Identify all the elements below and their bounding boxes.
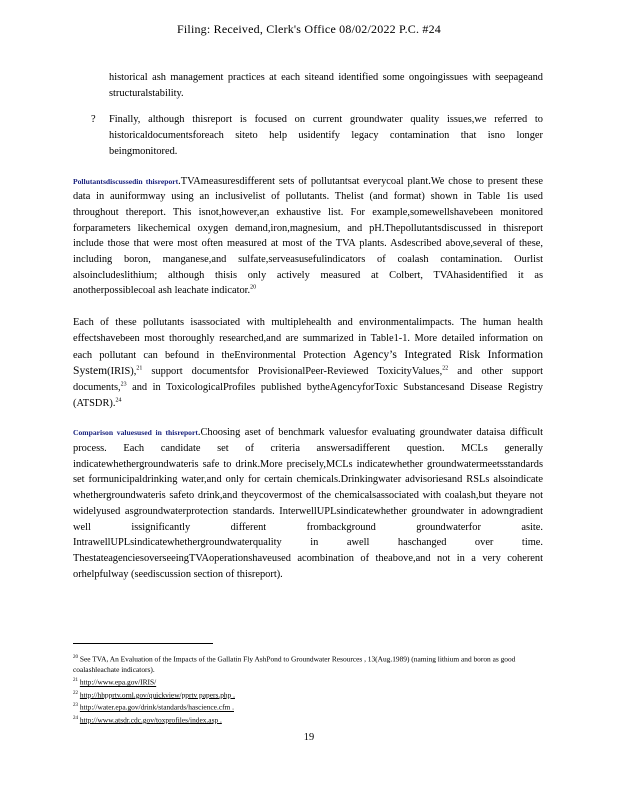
footnote-23 [73, 700, 543, 712]
paragraph-health-text-d: support documentsfor ProvisionalPeer-Reviewed ToxicityValues, [142, 366, 443, 378]
filing-header: Filing: Received, Clerk's Office 08/02/2022 P.C. #24 [177, 22, 441, 36]
footnote-link[interactable]: http://www.atsdr.cdc.gov/toxprofiles/index.asp . [79, 715, 222, 725]
paragraph-health-text-f: and in ToxicologicalProfiles published bytheAgencyforToxic Substancesand Disease Registry (ATSDR). [73, 381, 543, 409]
bullet-text: Finally, although thisreport is focused on current groundwater quality issues,we referred to historicaldocumentsforeach siteto help usidentify legacy contamination that isno longer beingmonitored. [109, 114, 543, 157]
footnote-link[interactable]: http://www.epa.gov/IRIS/ [79, 677, 157, 687]
footnote-number: 23 [73, 703, 78, 709]
footnote-number: 20 [73, 655, 78, 660]
paragraph-pollutants-text: .TVAmeasuresdifferent sets of pollutantsat everycoal plant.We chose to present these data in auniformway using an inclusivelist of pollutants. Thelist (and format) shown in Table 1is used throughout thereport. This isnot,however,an exhaustive list. For example,somewellshavebeen monitored forparameters likechemical oxygen demand,iron,magnesium, and pH.Thepollutantsdiscussed in thisreport include those that were most often measured at most of the TVA plants. Asdescribed above,several of these, including boron, manganese,and sulfate,serveasusefulindicators of coalash contamination. Ourlist alsoincludeslithium; although thisis only actively measured at Colbert, TVAhasidentified it as anotherpossiblecoal ash leachate indicator. [73, 175, 543, 297]
paragraph-health-text-e: and other support documents, [73, 366, 543, 393]
footnote-link[interactable]: http://hhpprtv.ornl.gov/quickview/pprtv papers.php . [79, 690, 235, 700]
continued-bullet-text: historical ash management practices at each siteand identified some ongoingissues with seepageand structuralstability. [109, 72, 543, 99]
page-number: 19 [303, 732, 315, 743]
footnote-text: See TVA, An Evaluation of the Impacts of the Gallatin Fly AshPond to Groundwater Resources , 13(Aug.1989) (naming lithium and boron as good coalashleachate indicators). [73, 654, 516, 675]
paragraph-pollutants [73, 174, 543, 300]
footnote-divider [73, 643, 213, 644]
footnote-ref-23[interactable]: 23 [120, 381, 127, 388]
footnote-link[interactable]: http://water.epa.gov/drink/standards/hascience.cfm . [79, 702, 234, 712]
footnote-number: 22 [73, 690, 78, 696]
paragraph-health-text-a: Each of these pollutants isassociated with multiplehealth and environmentalimpacts. The human health effectshavebeen most thoroughly researched,and are summarized in Table1-1. More detailed information on each pollutant can befound in theEnvironmental Protection [73, 317, 543, 361]
footnote-number: 24 [73, 715, 78, 721]
paragraph-health [73, 315, 543, 411]
iris-name: Agency’s Integrated Risk Information System [73, 347, 543, 378]
footnote-22 [73, 688, 543, 700]
paragraph-comparison-text: .Choosing aset of benchmark valuesfor evaluating groundwater dataisa difficult process. Each candidate set of criteria answersadifferent question. MCLs generally indicatewhethergroundwateris safe to drink.More precisely,MCLs indicatewhether groundwatermeetsstandards set formunicipaldrinking water,and only for certain chemicals.Drinkingwater advisoriesand RSLs alsoindicate whethergroundwateris safeto drink,and theycovermost of the chemicalsassociated with coalash,but theyare not widelyused asgroundwaterprotection standards. InterwellUPLsindicatewhether groundwater in adowngradient well issignificantly different frombackground groundwaterfor asite. IntrawellUPLsindicatewhethergroundwaterquality in awell haschanged over time. ThestateagenciesoverseeingTVAoperationshaveused acombination of theabove,and not in a very coherent orhelpfulway (seediscussion section of thisreport). [73, 427, 544, 580]
footnote-ref-24[interactable]: 24 [115, 397, 122, 404]
footnote-ref-22[interactable]: 22 [442, 365, 449, 372]
runin-heading-pollutants: Pollutantsdiscussedin thisreport [73, 176, 179, 186]
bullet-item-finally [91, 112, 543, 159]
footnote-ref-21[interactable]: 21 [136, 365, 143, 372]
footnote-number: 21 [73, 678, 78, 684]
footnote-20 [73, 652, 543, 675]
paragraph-comparison [73, 425, 543, 582]
runin-heading-comparison: Comparison valuesused in thisreport [73, 428, 198, 438]
footnotes [73, 652, 543, 725]
bullet-marker: ? [91, 114, 96, 126]
footnote-24 [73, 713, 543, 725]
paragraph-health-text-c: (IRIS), [107, 366, 137, 378]
footnote-ref-20[interactable]: 20 [250, 284, 257, 291]
footnote-21 [73, 675, 543, 687]
document-body [73, 70, 543, 582]
